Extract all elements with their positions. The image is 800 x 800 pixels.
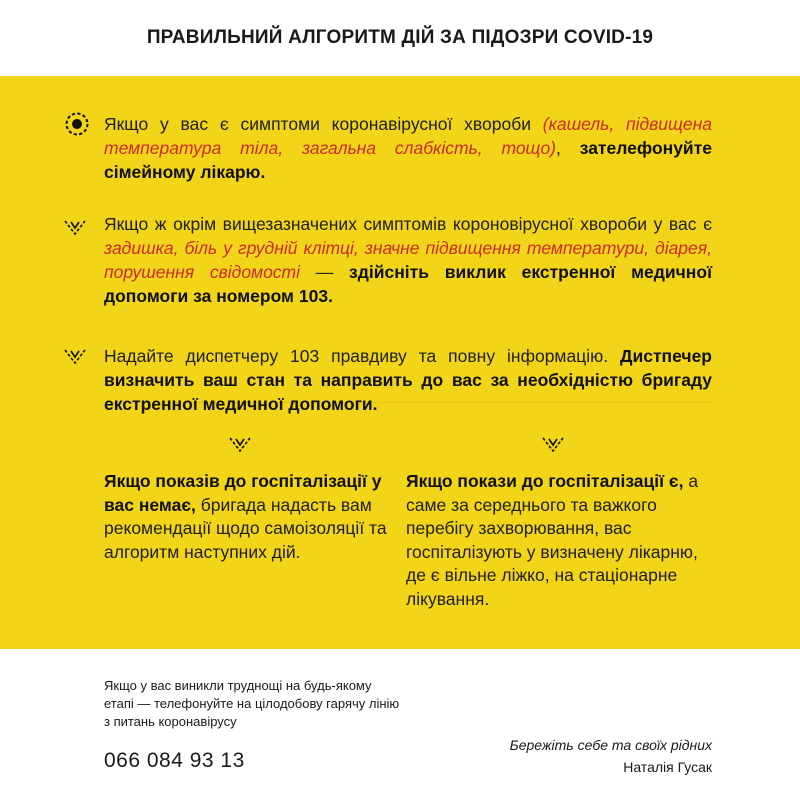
closing-wish: Бережіть себе та своїх рідних (509, 737, 712, 753)
header (0, 0, 800, 76)
target-icon (64, 111, 90, 137)
step-2-action: здійсніть виклик екстренної медичної допомоги за номером 103. (104, 262, 712, 306)
step-1-symptoms: (кашель, підвищена температура тіла, загальна слабкість, тощо) (104, 114, 712, 158)
chevron-down-icon (62, 214, 88, 240)
chevron-down-icon (227, 431, 253, 457)
hotline-note: Якщо у вас виникли труднощі на будь-якому етапі — телефонуйте на цілодобову гарячу лінію з питань коронавірусу (104, 678, 400, 729)
step-2-text: Якщо ж окрім вищезазначених симптомів короновірусної хвороби у вас є задишка, біль у грудній клітці, значне підвищення температури, діарея, порушення свідомості — здійсніть виклик екстренної медичної допомоги за номером 103. (104, 214, 712, 306)
chevron-down-icon (62, 343, 88, 369)
step-2-symptoms: задишка, біль у грудній клітці, значне підвищення температури, діарея, порушення свідомості (104, 238, 712, 282)
page-title: ПРАВИЛЬНИЙ АЛГОРИТМ ДІЙ ЗА ПІДОЗРИ COVID-19 (146, 27, 654, 48)
chevron-down-icon (540, 431, 566, 457)
step-1-action: зателефонуйте сімейному лікарю. (104, 138, 712, 182)
branch-no-hospitalization: Якщо показів до госпіталізації у вас немає, бригада надасть вам рекомендації щодо самоізоляції та алгоритм наступних дій. (104, 471, 387, 562)
branch-hospitalization: Якщо покази до госпіталізації є, а саме за середнього та важкого перебігу захворювання, вас госпіталізують у визначену лікарню, де є вільне ліжко, на стаціонарне лікування. (406, 471, 699, 609)
step-3-action: Дистпечер визначить ваш стан та направить до вас за необхідністю бригаду екстренної медичної допомоги. (104, 346, 712, 414)
signature: Наталія Гусак (623, 759, 712, 775)
hotline-phone[interactable]: 066 084 93 13 (104, 749, 245, 772)
step-3-text: Надайте диспетчеру 103 правдиву та повну інформацію. Дистпечер визначить ваш стан та направить до вас за необхідністю бригаду екстренної медичної допомоги. (104, 346, 712, 414)
step-1-text: Якщо у вас є симптоми коронавірусної хвороби (кашель, підвищена температура тіла, загальна слабкість, тощо), зателефонуйте сімейному лікарю. (104, 114, 712, 182)
footer (0, 649, 800, 800)
